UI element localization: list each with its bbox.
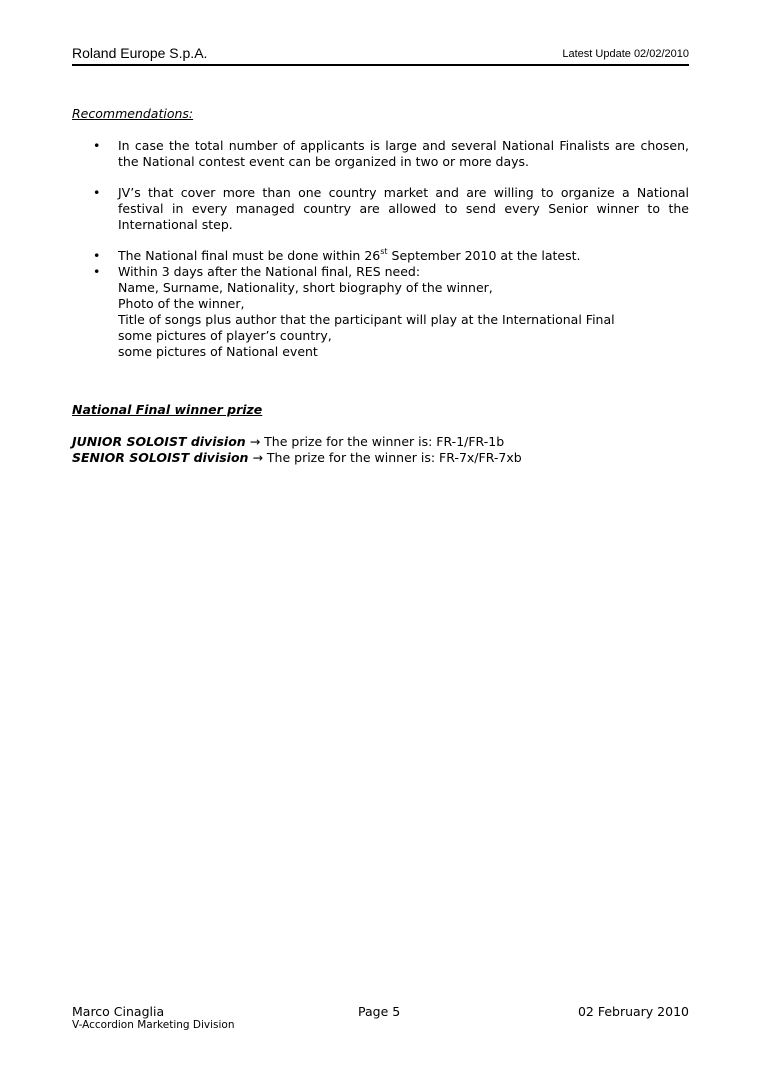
division-name: SENIOR SOLOIST division [72,450,249,465]
list-item [72,264,689,360]
page-header [72,44,689,66]
recommendations-heading: Recommendations: [72,106,194,121]
division-name: JUNIOR SOLOIST division [72,434,246,449]
requirement-line: Name, Surname, Nationality, short biography of the winner, [118,280,493,295]
prize-text: The prize for the winner is: FR-7x/FR-7xb [266,450,522,465]
list-item-text: • Within 3 days after the National final, RES need: [118,264,421,279]
footer-division: V-Accordion Marketing Division [72,1019,235,1031]
document-body [72,106,689,466]
arrow-icon: → [249,434,261,449]
ordinal-suffix: st [380,246,388,256]
prize-row [72,450,689,466]
prize-row [72,434,689,450]
recommendations-list [72,138,689,360]
arrow-icon: → [252,450,263,465]
list-item-text: September 2010 at the latest. [387,248,581,263]
list-item [72,138,689,170]
requirement-line: Photo of the winner, [118,296,245,311]
prize-heading: National Final winner prize [72,402,263,417]
footer-date: 02 February 2010 [577,1004,689,1019]
page-number: Page 5 [358,1004,401,1019]
company-name: Roland Europe S.p.A. [72,45,208,61]
requirement-line: some pictures of player’s country, [118,328,332,343]
list-item [72,185,689,233]
list-item [72,248,689,264]
list-item-text: The National final must be done within 26 [118,248,381,263]
list-item-text: In case the total number of applicants is large and several National Finalists are chosen, the National contest event can be organized in two or more days. [118,138,689,169]
footer-author: Marco Cinaglia [72,1004,165,1019]
list-item-text: JV’s that cover more than one country market and are willing to organize a National festival in every managed country are allowed to send every Senior winner to the International step. [118,185,689,232]
last-update: Latest Update 02/02/2010 [562,48,689,60]
prize-text: The prize for the winner is: FR-1/FR-1b [264,434,505,449]
requirement-line: Title of songs plus author that the participant will play at the International Final [118,312,615,327]
requirement-line: some pictures of National event [118,344,318,359]
